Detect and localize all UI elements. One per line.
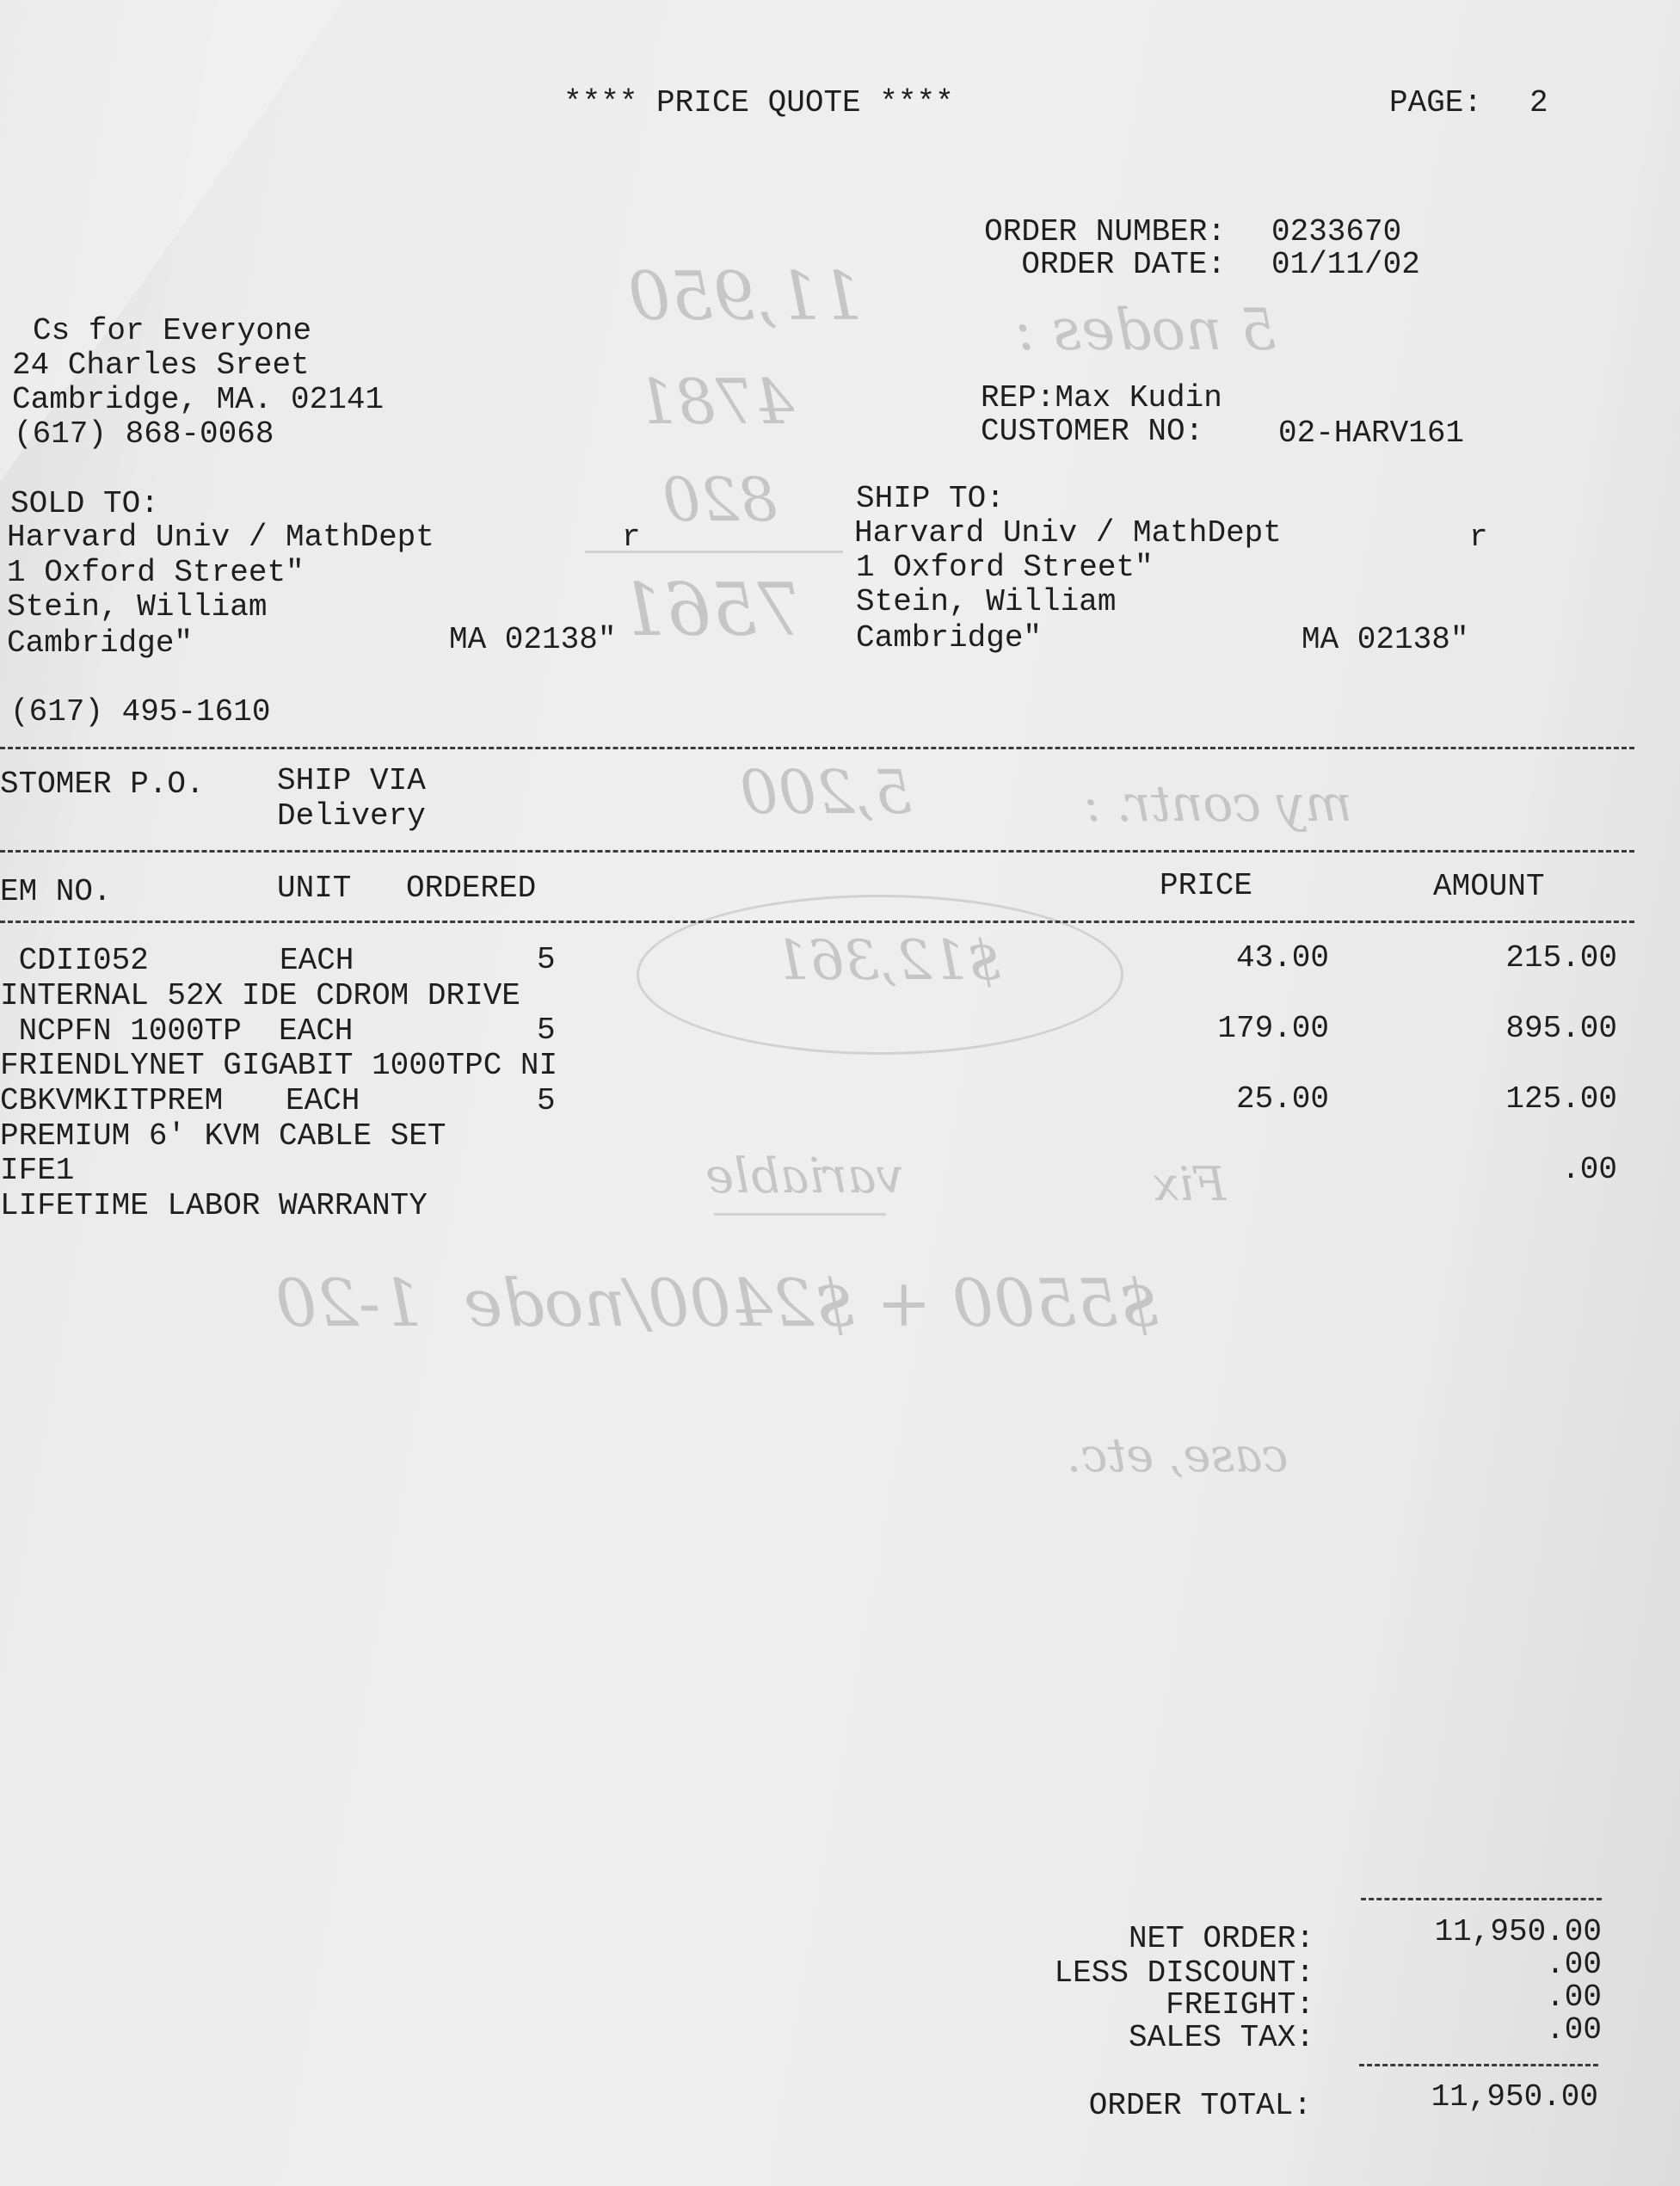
less-discount-value: .00	[1546, 1947, 1602, 1982]
ship-to-state-zip: MA 02138"	[1302, 622, 1469, 657]
handwritten-note-5200: 5,200	[740, 757, 913, 828]
item-unit: EACH	[279, 1013, 354, 1049]
order-number: 0233670	[1271, 214, 1402, 249]
ship-to-line3: Stein, William	[856, 584, 1117, 619]
sold-to-state-zip: MA 02138"	[449, 622, 617, 657]
sold-to-phone: (617) 495-1610	[10, 694, 271, 730]
order-date: 01/11/02	[1271, 247, 1420, 282]
item-amount: 125.00	[1505, 1081, 1617, 1117]
page-label: PAGE:	[1389, 85, 1483, 120]
handwritten-note-formula: $5500 + $2400/node 1-20	[275, 1265, 1160, 1341]
vendor-name: Cs for Everyone	[33, 313, 312, 348]
divider-rule-1	[0, 747, 1634, 749]
sold-to-line2: 1 Oxford Street"	[7, 555, 305, 590]
handwritten-note-case: case, etc.	[1067, 1428, 1289, 1482]
col-item-no: EM NO.	[0, 874, 112, 909]
sold-to-mark: r	[622, 520, 641, 555]
ship-to-city: Cambridge"	[856, 620, 1043, 656]
col-ordered: ORDERED	[406, 871, 537, 906]
order-total-label: ORDER TOTAL:	[1088, 2088, 1312, 2123]
totals-rule-bottom	[1359, 2064, 1598, 2066]
item-code: CDII052	[0, 943, 149, 978]
item-code: NCPFN 1000TP	[0, 1013, 242, 1049]
item-amount: .00	[1561, 1152, 1617, 1187]
sales-tax-label: SALES TAX:	[1128, 2020, 1314, 2055]
document-title: **** PRICE QUOTE ****	[563, 85, 954, 120]
ship-to-label: SHIP TO:	[856, 481, 1005, 516]
handwritten-underline-variable	[714, 1213, 886, 1216]
handwritten-note-11950: 11,950	[628, 258, 863, 336]
item-code: CBKVMKITPREM	[0, 1083, 224, 1118]
item-qty: 5	[537, 1013, 556, 1048]
handwritten-note-nodes: 5 nodes :	[1015, 297, 1277, 363]
order-total-value: 11,950.00	[1431, 2079, 1598, 2115]
handwritten-note-fix: Fix	[1153, 1157, 1227, 1211]
vendor-street: 24 Charles Sreet	[12, 348, 310, 383]
item-amount: 895.00	[1505, 1011, 1617, 1046]
page-number: 2	[1529, 85, 1548, 120]
vendor-city: Cambridge, MA. 02141	[12, 382, 385, 417]
customer-no-label: CUSTOMER NO:	[981, 414, 1204, 449]
sold-to-city: Cambridge"	[7, 625, 194, 661]
handwritten-note-820: 820	[662, 465, 778, 535]
item-description: INTERNAL 52X IDE CDROM DRIVE	[0, 978, 520, 1013]
item-price: 179.00	[1217, 1011, 1329, 1046]
order-date-label: ORDER DATE:	[1021, 247, 1226, 282]
freight-value: .00	[1546, 1980, 1602, 2015]
ship-to-mark: r	[1469, 520, 1488, 555]
ship-to-line1: Harvard Univ / MathDept	[854, 515, 1282, 551]
item-qty: 5	[537, 942, 556, 977]
net-order-label: NET ORDER:	[1128, 1921, 1314, 1956]
ship-to-line2: 1 Oxford Street"	[856, 550, 1154, 585]
ship-via-value: Delivery	[277, 798, 426, 834]
col-unit: UNIT	[277, 871, 352, 906]
handwritten-note-variable: variable	[705, 1148, 903, 1204]
divider-rule-3	[0, 921, 1634, 923]
freight-label: FREIGHT:	[1166, 1987, 1314, 2023]
item-qty: 5	[537, 1083, 556, 1118]
handwritten-note-12361: $12,361	[774, 929, 1002, 993]
item-description: LIFETIME LABOR WARRANTY	[0, 1188, 428, 1223]
handwritten-note-my-contr: my contr. :	[1084, 774, 1353, 833]
sold-to-line3: Stein, William	[7, 589, 268, 625]
customer-no: 02-HARV161	[1278, 416, 1465, 451]
ship-via-label: SHIP VIA	[277, 763, 426, 798]
order-number-label: ORDER NUMBER:	[984, 214, 1226, 249]
item-code: IFE1	[0, 1153, 75, 1188]
item-price: 43.00	[1235, 940, 1329, 976]
rep-name: REP:Max Kudin	[981, 380, 1222, 416]
divider-rule-2	[0, 850, 1634, 853]
customer-po-label: STOMER P.O.	[0, 767, 205, 802]
item-description: PREMIUM 6' KVM CABLE SET	[0, 1118, 446, 1154]
item-description: FRIENDLYNET GIGABIT 1000TPC NI	[0, 1048, 558, 1083]
sales-tax-value: .00	[1546, 2012, 1602, 2047]
item-unit: EACH	[280, 943, 354, 978]
item-price: 25.00	[1235, 1081, 1329, 1117]
sold-to-label: SOLD TO:	[10, 486, 159, 521]
less-discount-label: LESS DISCOUNT:	[1054, 1955, 1314, 1991]
vendor-phone: (617) 868-0068	[14, 416, 274, 452]
col-amount: AMOUNT	[1433, 869, 1545, 904]
item-amount: 215.00	[1505, 940, 1617, 976]
sold-to-line1: Harvard Univ / MathDept	[7, 520, 434, 555]
col-price: PRICE	[1160, 868, 1253, 903]
net-order-value: 11,950.00	[1434, 1914, 1602, 1949]
handwritten-note-7561: 7561	[619, 568, 803, 652]
item-unit: EACH	[286, 1083, 360, 1118]
handwritten-note-4781: 4781	[637, 366, 795, 438]
totals-rule-top	[1361, 1898, 1602, 1900]
